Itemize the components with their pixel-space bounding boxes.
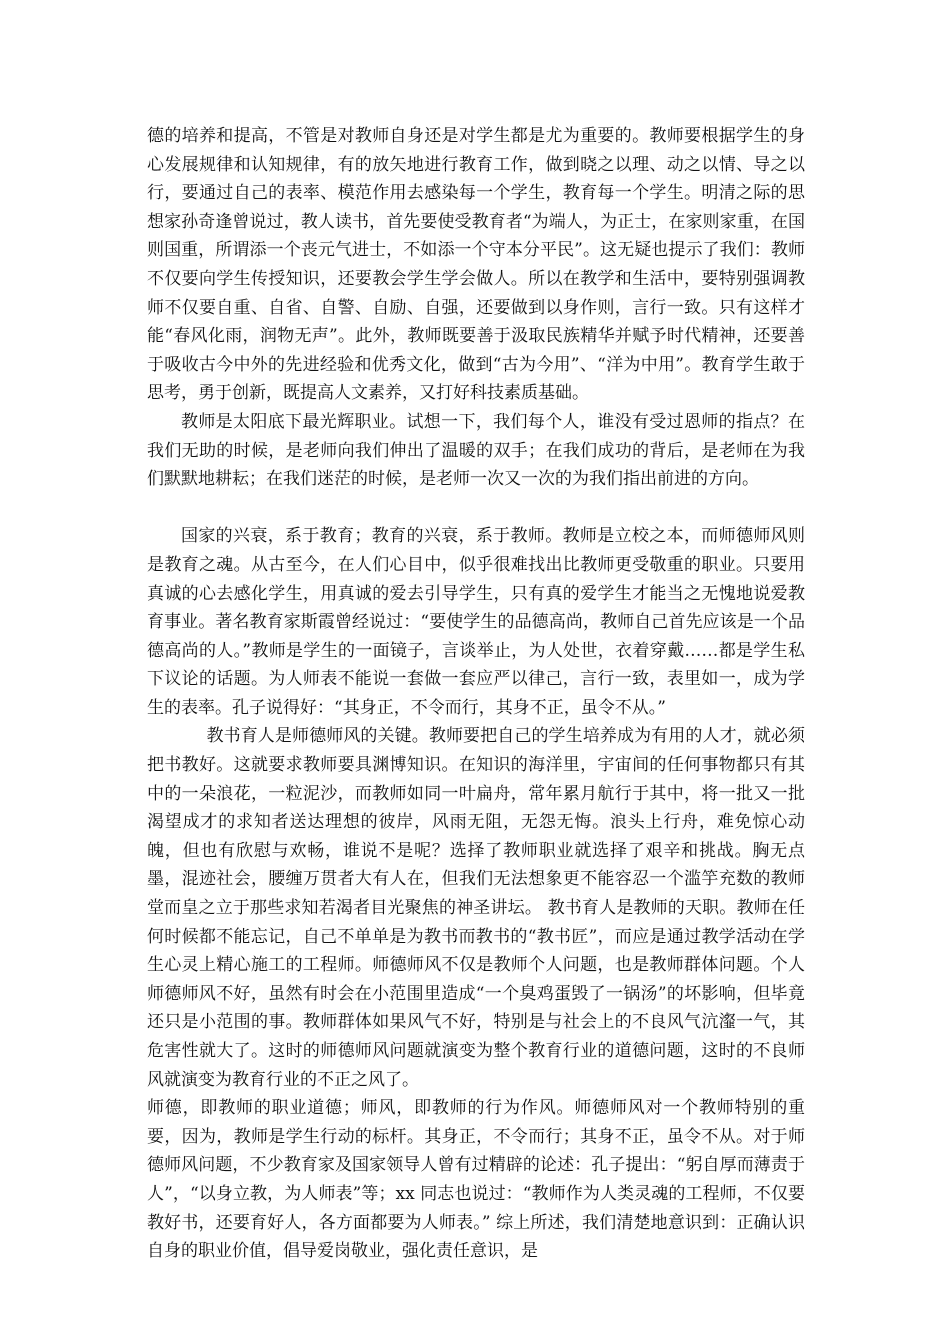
paragraph-teacher-ethics: 师德，即教师的职业道德；师风，即教师的行为作风。师德师风对一个教师特别的重要，因为，教师是学生行动的标杆。其身正，不令而行；其身不正，虽令不从。对于师德师风问题，不少教育家及国家领导人曾有过精辟的论述：孔子提出：“躬自厚而薄责于人”，“以身立教，为人师表”等；xx 同志也说过：“教师作为人类灵魂的工程师，不仅要教好书，还要育好人，各方面都要为人师表。” 综上所述，我们清楚地意识到：正确认识自身的职业价值，倡导爱岗敬业，强化责任意识，是 [147,1098,805,1262]
paragraph-spacer [147,494,805,523]
paragraph-continuation: 德的培养和提高，不管是对教师自身还是对学生都是尤为重要的。教师要根据学生的身心发展规律和认知规律，有的放矢地进行教育工作，做到晓之以理、动之以情、导之以行，要通过自己的表率、模范作用去感染每一个学生，教育每一个学生。明清之际的思想家孙奇逢曾说过，教人读书，首先要使受教育者“为端人，为正士，在家则家重，在国则国重，所谓添一个丧元气进士，不如添一个守本分平民”。这无疑也提示了我们：教师不仅要向学生传授知识，还要教会学生学会做人。所以在教学和生活中，要特别强调教师不仅要自重、自省、自警、自励、自强，还要做到以身作则，言行一致。只有这样才能“春风化雨，润物无声”。此外，教师既要善于汲取民族精华并赋予时代精神，还要善于吸收古今中外的先进经验和优秀文化，做到“古为今用”、“洋为中用”。教育学生敢于思考，勇于创新，既提高人文素养，又打好科技素质基础。 [147,126,805,404]
paragraph-national-education: 国家的兴衰，系于教育；教育的兴衰，系于教师。教师是立校之本，而师德师风则是教育之魂。从古至今，在人们心目中，似乎很难找出比教师更受敬重的职业。只要用真诚的心去感化学生，用真诚的爱去引导学生，只有真的爱学生才能当之无愧地说爱教育事业。著名教育家斯霞曾经说过：“要使学生的品德高尚，教师自己首先应该是一个品德高尚的人。”教师是学生的一面镜子，言谈举止，为人处世，衣着穿戴……都是学生私下议论的话题。为人师表不能说一套做一套应严以律己，言行一致，表里如一，成为学生的表率。孔子说得好：“其身正，不令而行，其身不正，虽令不从。” [147,526,805,718]
paragraph-teacher-profession: 教师是太阳底下最光辉职业。试想一下，我们每个人，谁没有受过恩师的指点？在我们无助的时候，是老师向我们伸出了温暖的双手；在我们成功的背后，是老师在为我们默默地耕耘；在我们迷茫的时候，是老师一次又一次的为我们指出前进的方向。 [147,411,805,490]
document-body [147,122,805,1266]
paragraph-teaching-key: 教书育人是师德师风的关键。教师要把自己的学生培养成为有用的人才，就必须把书教好。这就要求教师要具渊博知识。在知识的海洋里，宇宙间的任何事物都只有其中的一朵浪花，一粒泥沙，而教师如同一叶扁舟，常年累月航行于其中，将一批又一批渴望成才的求知者送达理想的彼岸，风雨无阻，无怨无悔。浪头上行舟，难免惊心动魄，但也有欣慰与欢畅，谁说不是呢？选择了教师职业就选择了艰辛和挑战。胸无点墨，混迹社会，腰缠万贯者大有人在，但我们无法想象更不能容忍一个滥竽充数的教师堂而皇之立于那些求知若渴者目光聚焦的神圣讲坛。 教书育人是教师的天职。教师在任何时候都不能忘记，自己不单单是为教书而教书的“教书匠”，而应是通过教学活动在学生心灵上精心施工的工程师。师德师风不仅是教师个人问题，也是教师群体问题。个人师德师风不好，虽然有时会在小范围里造成“一个臭鸡蛋毁了一锅汤”的坏影响，但毕竟还只是小范围的事。教师群体如果风气不好，特别是与社会上的不良风气沆瀣一气，其危害性就大了。这时的师德师风问题就演变为整个教育行业的道德问题，这时的不良师风就演变为教育行业的不正之风了。 [147,726,805,1090]
